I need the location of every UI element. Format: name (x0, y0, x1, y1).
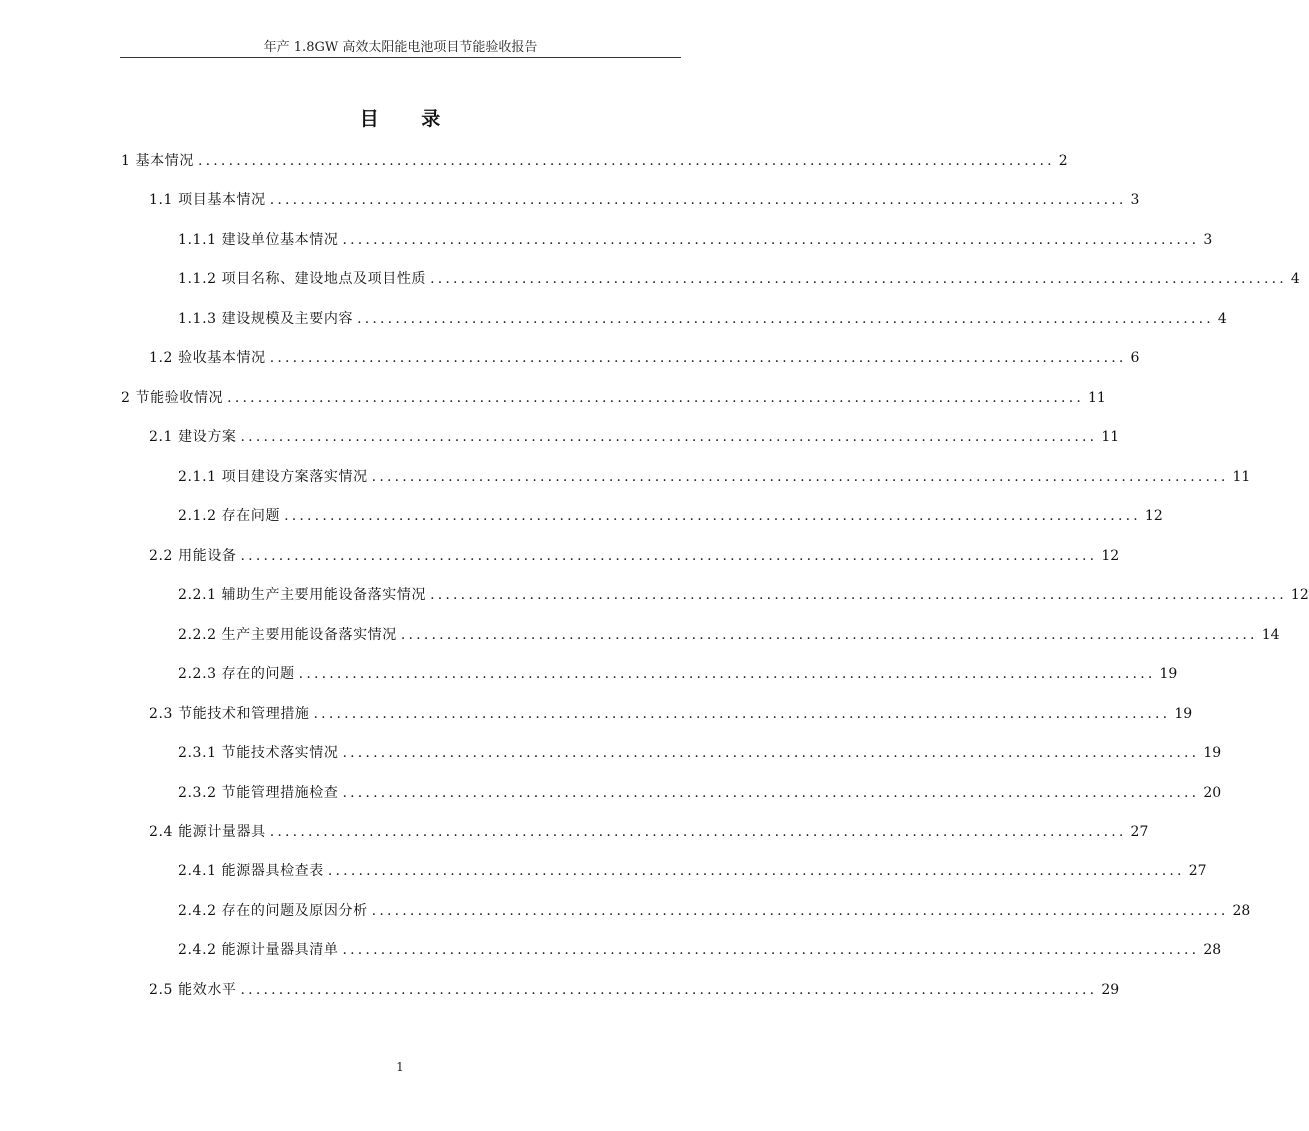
dot-leader: ................................................................................................................ (298, 666, 1156, 682)
toc-entry-page: 4 (1290, 271, 1300, 287)
running-header: 年产 1.8GW 高效太阳能电池项目节能验收报告 (263, 40, 538, 55)
toc-entry-page: 11 (1088, 390, 1106, 406)
toc-entry[interactable] (149, 348, 1140, 368)
toc-entry-label: 2.3.2 节能管理措施检查 (178, 785, 339, 801)
toc-entry[interactable] (178, 467, 1251, 487)
toc-entry[interactable] (121, 151, 1068, 171)
dot-leader: ................................................................................................................ (342, 745, 1200, 761)
toc-entry-label: 2.1 建设方案 (149, 429, 237, 445)
toc-entry-label: 2.3 节能技术和管理措施 (149, 706, 310, 722)
dot-leader: ................................................................................................................ (430, 271, 1287, 287)
toc-entry[interactable] (149, 980, 1120, 1000)
toc-entry-page: 2 (1058, 153, 1068, 169)
toc-entry[interactable] (149, 427, 1120, 447)
dot-leader: ................................................................................................................ (269, 192, 1127, 208)
toc-entry-label: 1.1.3 建设规模及主要内容 (178, 311, 354, 327)
toc-entry-label: 1.1.1 建设单位基本情况 (178, 232, 339, 248)
toc-entry-page: 14 (1261, 627, 1280, 643)
dot-leader: ................................................................................................................ (269, 350, 1127, 366)
dot-leader: ................................................................................................................ (313, 706, 1171, 722)
toc-entry[interactable] (178, 783, 1222, 803)
toc-entry-label: 2.4.2 能源计量器具清单 (178, 942, 339, 958)
dot-leader: ................................................................................................................ (284, 508, 1141, 524)
toc-entry-label: 2.2.2 生产主要用能设备落实情况 (178, 627, 397, 643)
toc-entry-label: 2.1.1 项目建设方案落实情况 (178, 469, 368, 485)
toc-entry-label: 2.2.3 存在的问题 (178, 666, 295, 682)
toc-entry-label: 2.4.2 存在的问题及原因分析 (178, 903, 368, 919)
page-number: 1 (396, 1060, 404, 1074)
toc-entry-page: 27 (1130, 824, 1149, 840)
dot-leader: ................................................................................................................ (342, 942, 1200, 958)
toc-entry[interactable] (178, 940, 1222, 960)
toc-entry-label: 2.1.2 存在问题 (178, 508, 281, 524)
toc-entry-page: 19 (1203, 745, 1222, 761)
toc-entry[interactable] (149, 546, 1120, 566)
toc-entry[interactable] (149, 190, 1140, 210)
toc-entry-page: 12 (1290, 587, 1309, 603)
toc-entry-page: 11 (1101, 429, 1120, 445)
toc-entry-page: 28 (1232, 903, 1251, 919)
dot-leader: ................................................................................................................ (197, 153, 1055, 169)
dot-leader: ................................................................................................................ (240, 982, 1098, 998)
toc-entry-page: 28 (1203, 942, 1222, 958)
toc-entry[interactable] (178, 585, 1309, 605)
toc-entry-page: 29 (1101, 982, 1120, 998)
dot-leader: ................................................................................................................ (327, 863, 1185, 879)
toc-entry[interactable] (178, 901, 1251, 921)
toc-entry-page: 12 (1144, 508, 1163, 524)
toc-entry[interactable] (178, 861, 1207, 881)
toc-entry-label: 2.4.1 能源器具检查表 (178, 863, 324, 879)
toc-entry[interactable] (149, 822, 1149, 842)
toc-entry-label: 1.1.2 项目名称、建设地点及项目性质 (178, 271, 427, 287)
toc-entry[interactable] (178, 269, 1300, 289)
toc-entry-page: 4 (1217, 311, 1227, 327)
toc-entry-label: 2.2 用能设备 (149, 548, 237, 564)
toc-entry[interactable] (121, 388, 1106, 408)
toc-entry-label: 2.3.1 节能技术落实情况 (178, 745, 339, 761)
toc-entry[interactable] (178, 506, 1163, 526)
toc-entry-label: 1.2 验收基本情况 (149, 350, 266, 366)
toc-entry-label: 2.4 能源计量器具 (149, 824, 266, 840)
toc-entry-page: 19 (1174, 706, 1193, 722)
toc-entry-page: 20 (1203, 785, 1222, 801)
header-rule (120, 57, 681, 58)
toc-entry-page: 12 (1101, 548, 1120, 564)
toc-title: 目 录 (359, 108, 459, 130)
toc-entry-page: 6 (1130, 350, 1140, 366)
dot-leader: ................................................................................................................ (240, 548, 1098, 564)
toc-entry-label: 2 节能验收情况 (121, 390, 224, 406)
toc-entry-label: 2.2.1 辅助生产主要用能设备落实情况 (178, 587, 427, 603)
toc-entry-page: 11 (1232, 469, 1251, 485)
toc-entry-page: 27 (1188, 863, 1207, 879)
toc-entry[interactable] (178, 625, 1280, 645)
toc-entry[interactable] (149, 704, 1193, 724)
dot-leader: ................................................................................................................ (342, 785, 1200, 801)
toc-entry[interactable] (178, 664, 1178, 684)
dot-leader: ................................................................................................................ (371, 903, 1229, 919)
dot-leader: ................................................................................................................ (342, 232, 1200, 248)
toc-entry-label: 1 基本情况 (121, 153, 194, 169)
toc-entry-page: 19 (1159, 666, 1178, 682)
dot-leader: ................................................................................................................ (430, 587, 1287, 603)
dot-leader: ................................................................................................................ (371, 469, 1229, 485)
toc-entry-page: 3 (1203, 232, 1213, 248)
dot-leader: ................................................................................................................ (400, 627, 1258, 643)
toc-entry[interactable] (178, 743, 1222, 763)
dot-leader: ................................................................................................................ (240, 429, 1098, 445)
toc-entry[interactable] (178, 230, 1213, 250)
toc-entry-label: 1.1 项目基本情况 (149, 192, 266, 208)
toc-entry-label: 2.5 能效水平 (149, 982, 237, 998)
toc-entry[interactable] (178, 309, 1227, 329)
dot-leader: ................................................................................................................ (227, 390, 1084, 406)
dot-leader: ................................................................................................................ (357, 311, 1214, 327)
dot-leader: ................................................................................................................ (269, 824, 1127, 840)
toc-entry-page: 3 (1130, 192, 1140, 208)
